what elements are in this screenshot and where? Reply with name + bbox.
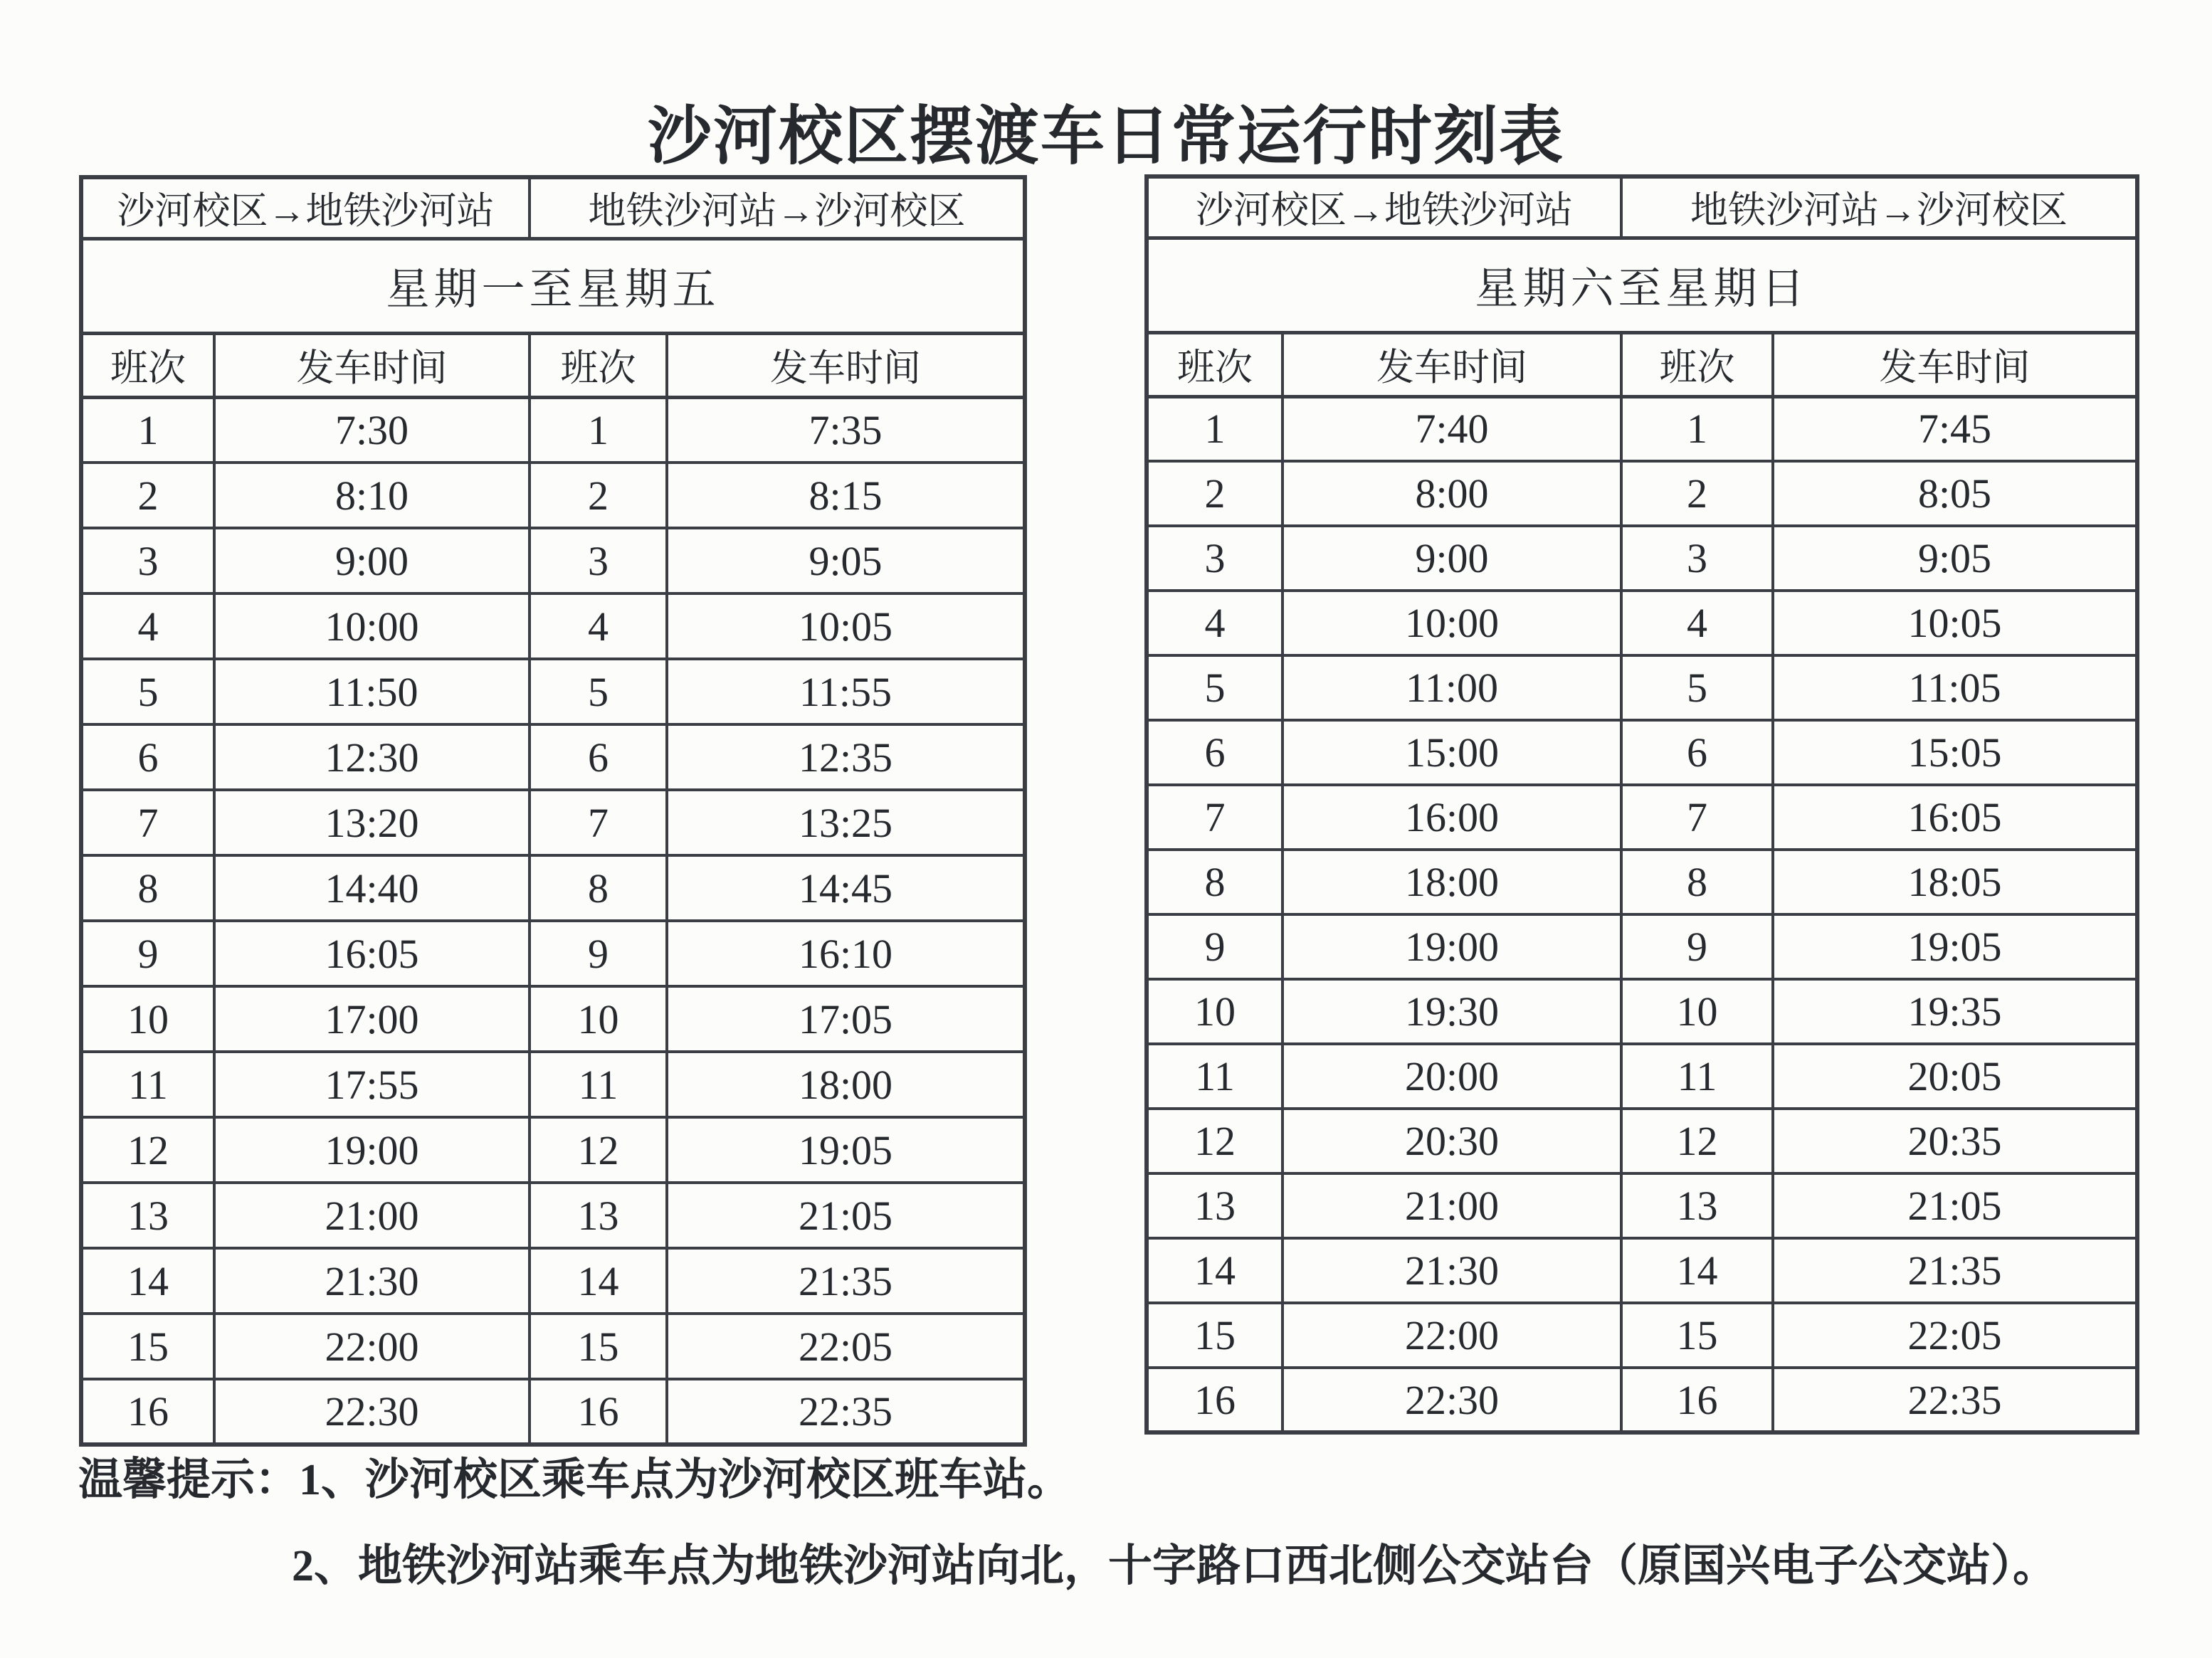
- trip-number-cell: 12: [1147, 1109, 1283, 1173]
- departure-time-cell: 22:00: [1283, 1303, 1621, 1368]
- trip-number-cell: 1: [1147, 396, 1283, 461]
- trip-col-header: 班次: [530, 333, 667, 397]
- timetable-row: [81, 463, 1025, 528]
- trip-number-cell: 7: [530, 790, 667, 855]
- departure-time-cell: 8:15: [667, 463, 1025, 528]
- trip-number-cell: 10: [1621, 979, 1773, 1044]
- trip-number-cell: 12: [1621, 1109, 1773, 1173]
- route-header-metro-to-campus: 地铁沙河站→沙河校区: [1621, 176, 2137, 238]
- timetable-row: [81, 1117, 1025, 1183]
- timetable-row: [1147, 1368, 2137, 1432]
- timetable-row: [1147, 655, 2137, 720]
- timetable-row: [81, 1052, 1025, 1117]
- trip-number-cell: 3: [1147, 526, 1283, 591]
- departure-time-cell: 14:40: [214, 855, 530, 921]
- period-header: 星期一至星期五: [81, 238, 1025, 333]
- timetable-row: [1147, 591, 2137, 655]
- trip-number-cell: 2: [1621, 461, 1773, 526]
- timetable-row: [1147, 396, 2137, 461]
- departure-time-cell: 11:50: [214, 659, 530, 724]
- departure-time-cell: 20:00: [1283, 1044, 1621, 1109]
- trip-number-cell: 8: [530, 855, 667, 921]
- column-header-row: [81, 333, 1025, 397]
- departure-time-cell: 10:00: [1283, 591, 1621, 655]
- departure-time-cell: 21:35: [1773, 1238, 2137, 1303]
- timetable-row: [1147, 1173, 2137, 1238]
- departure-time-cell: 10:05: [667, 593, 1025, 659]
- departure-time-cell: 21:30: [1283, 1238, 1621, 1303]
- departure-time-cell: 19:00: [214, 1117, 530, 1183]
- departure-time-cell: 7:45: [1773, 396, 2137, 461]
- departure-time-cell: 7:35: [667, 397, 1025, 463]
- departure-time-cell: 7:40: [1283, 396, 1621, 461]
- time-col-header: 发车时间: [667, 333, 1025, 397]
- timetable-row: [81, 1314, 1025, 1379]
- timetable-row: [1147, 720, 2137, 785]
- departure-time-cell: 20:30: [1283, 1109, 1621, 1173]
- trip-number-cell: 6: [1147, 720, 1283, 785]
- departure-time-cell: 15:00: [1283, 720, 1621, 785]
- trip-number-cell: 1: [530, 397, 667, 463]
- timetable-body: [1147, 396, 2137, 1432]
- departure-time-cell: 18:00: [1283, 850, 1621, 914]
- trip-number-cell: 15: [81, 1314, 214, 1379]
- departure-time-cell: 11:55: [667, 659, 1025, 724]
- trip-number-cell: 7: [1147, 785, 1283, 850]
- trip-number-cell: 7: [81, 790, 214, 855]
- trip-number-cell: 15: [1621, 1303, 1773, 1368]
- departure-time-cell: 16:00: [1283, 785, 1621, 850]
- timetable-row: [1147, 914, 2137, 979]
- trip-number-cell: 16: [1621, 1368, 1773, 1432]
- trip-number-cell: 1: [81, 397, 214, 463]
- trip-number-cell: 9: [530, 921, 667, 986]
- departure-time-cell: 19:00: [1283, 914, 1621, 979]
- trip-number-cell: 14: [81, 1248, 214, 1314]
- route-header-campus-to-metro: 沙河校区→地铁沙河站: [1147, 176, 1621, 238]
- trip-number-cell: 4: [1621, 591, 1773, 655]
- note-line-1: 温馨提示：1、沙河校区乘车点为沙河校区班车站。: [78, 1456, 1072, 1504]
- timetable-row: [1147, 979, 2137, 1044]
- trip-number-cell: 12: [81, 1117, 214, 1183]
- departure-time-cell: 16:05: [1773, 785, 2137, 850]
- timetable-row: [81, 1183, 1025, 1248]
- trip-number-cell: 11: [530, 1052, 667, 1117]
- departure-time-cell: 20:05: [1773, 1044, 2137, 1109]
- trip-number-cell: 3: [81, 528, 214, 593]
- timetable-body: [81, 397, 1025, 1445]
- timetable-row: [81, 528, 1025, 593]
- trip-col-header: 班次: [1147, 332, 1283, 396]
- trip-number-cell: 7: [1621, 785, 1773, 850]
- departure-time-cell: 10:00: [214, 593, 530, 659]
- timetable-row: [81, 724, 1025, 790]
- departure-time-cell: 19:05: [1773, 914, 2137, 979]
- timetable-row: [1147, 1109, 2137, 1173]
- trip-number-cell: 10: [1147, 979, 1283, 1044]
- trip-number-cell: 3: [530, 528, 667, 593]
- trip-number-cell: 13: [81, 1183, 214, 1248]
- timetable-row: [1147, 850, 2137, 914]
- trip-number-cell: 4: [81, 593, 214, 659]
- column-header-row: [1147, 332, 2137, 396]
- departure-time-cell: 22:35: [667, 1379, 1025, 1445]
- timetable-row: [81, 1248, 1025, 1314]
- departure-time-cell: 22:00: [214, 1314, 530, 1379]
- departure-time-cell: 12:30: [214, 724, 530, 790]
- trip-number-cell: 14: [530, 1248, 667, 1314]
- departure-time-cell: 17:05: [667, 986, 1025, 1052]
- departure-time-cell: 8:05: [1773, 461, 2137, 526]
- departure-time-cell: 7:30: [214, 397, 530, 463]
- trip-col-header: 班次: [1621, 332, 1773, 396]
- departure-time-cell: 17:00: [214, 986, 530, 1052]
- timetable-row: [81, 986, 1025, 1052]
- trip-number-cell: 8: [1621, 850, 1773, 914]
- departure-time-cell: 9:00: [214, 528, 530, 593]
- departure-time-cell: 22:05: [667, 1314, 1025, 1379]
- trip-number-cell: 6: [530, 724, 667, 790]
- trip-number-cell: 16: [81, 1379, 214, 1445]
- period-header-row: [81, 238, 1025, 333]
- departure-time-cell: 20:35: [1773, 1109, 2137, 1173]
- weekend-timetable: [1144, 174, 2139, 1435]
- trip-number-cell: 11: [1147, 1044, 1283, 1109]
- departure-time-cell: 21:30: [214, 1248, 530, 1314]
- trip-number-cell: 15: [1147, 1303, 1283, 1368]
- departure-time-cell: 16:10: [667, 921, 1025, 986]
- trip-number-cell: 5: [1147, 655, 1283, 720]
- departure-time-cell: 9:00: [1283, 526, 1621, 591]
- time-col-header: 发车时间: [1773, 332, 2137, 396]
- notes: [78, 1453, 2171, 1594]
- note-line-2: 2、地铁沙河站乘车点为地铁沙河站向北，十字路口西北侧公交站台（原国兴电子公交站）。: [292, 1542, 2058, 1590]
- timetable-row: [81, 1379, 1025, 1445]
- timetable-row: [1147, 1238, 2137, 1303]
- timetable-row: [81, 790, 1025, 855]
- timetable-row: [1147, 1044, 2137, 1109]
- route-header-campus-to-metro: 沙河校区→地铁沙河站: [81, 177, 530, 238]
- departure-time-cell: 21:05: [667, 1183, 1025, 1248]
- trip-number-cell: 3: [1621, 526, 1773, 591]
- trip-number-cell: 11: [1621, 1044, 1773, 1109]
- trip-number-cell: 14: [1621, 1238, 1773, 1303]
- timetable-row: [81, 659, 1025, 724]
- timetable-row: [1147, 785, 2137, 850]
- departure-time-cell: 17:55: [214, 1052, 530, 1117]
- trip-number-cell: 6: [81, 724, 214, 790]
- departure-time-cell: 19:05: [667, 1117, 1025, 1183]
- trip-number-cell: 14: [1147, 1238, 1283, 1303]
- departure-time-cell: 13:25: [667, 790, 1025, 855]
- departure-time-cell: 18:05: [1773, 850, 2137, 914]
- departure-time-cell: 19:30: [1283, 979, 1621, 1044]
- departure-time-cell: 15:05: [1773, 720, 2137, 785]
- timetable-row: [81, 397, 1025, 463]
- timetable-row: [1147, 526, 2137, 591]
- period-header-row: [1147, 238, 2137, 332]
- departure-time-cell: 22:30: [214, 1379, 530, 1445]
- trip-number-cell: 4: [530, 593, 667, 659]
- trip-number-cell: 13: [1147, 1173, 1283, 1238]
- route-header-metro-to-campus: 地铁沙河站→沙河校区: [530, 177, 1025, 238]
- trip-number-cell: 12: [530, 1117, 667, 1183]
- trip-col-header: 班次: [81, 333, 214, 397]
- timetable-row: [81, 593, 1025, 659]
- departure-time-cell: 21:00: [1283, 1173, 1621, 1238]
- trip-number-cell: 8: [1147, 850, 1283, 914]
- trip-number-cell: 15: [530, 1314, 667, 1379]
- trip-number-cell: 5: [81, 659, 214, 724]
- departure-time-cell: 8:10: [214, 463, 530, 528]
- trip-number-cell: 11: [81, 1052, 214, 1117]
- departure-time-cell: 9:05: [1773, 526, 2137, 591]
- trip-number-cell: 13: [1621, 1173, 1773, 1238]
- trip-number-cell: 2: [81, 463, 214, 528]
- departure-time-cell: 14:45: [667, 855, 1025, 921]
- trip-number-cell: 16: [1147, 1368, 1283, 1432]
- trip-number-cell: 9: [81, 921, 214, 986]
- timetable-row: [81, 921, 1025, 986]
- departure-time-cell: 21:00: [214, 1183, 530, 1248]
- trip-number-cell: 4: [1147, 591, 1283, 655]
- trip-number-cell: 8: [81, 855, 214, 921]
- departure-time-cell: 19:35: [1773, 979, 2137, 1044]
- trip-number-cell: 10: [530, 986, 667, 1052]
- departure-time-cell: 11:00: [1283, 655, 1621, 720]
- trip-number-cell: 10: [81, 986, 214, 1052]
- trip-number-cell: 1: [1621, 396, 1773, 461]
- page-title: 沙河校区摆渡车日常运行时刻表: [648, 102, 1564, 172]
- trip-number-cell: 16: [530, 1379, 667, 1445]
- departure-time-cell: 21:35: [667, 1248, 1025, 1314]
- period-header: 星期六至星期日: [1147, 238, 2137, 332]
- trip-number-cell: 13: [530, 1183, 667, 1248]
- trip-number-cell: 6: [1621, 720, 1773, 785]
- departure-time-cell: 9:05: [667, 528, 1025, 593]
- departure-time-cell: 22:35: [1773, 1368, 2137, 1432]
- departure-time-cell: 18:00: [667, 1052, 1025, 1117]
- trip-number-cell: 2: [530, 463, 667, 528]
- trip-number-cell: 2: [1147, 461, 1283, 526]
- timetable-row: [1147, 461, 2137, 526]
- trip-number-cell: 9: [1147, 914, 1283, 979]
- departure-time-cell: 22:30: [1283, 1368, 1621, 1432]
- time-col-header: 发车时间: [1283, 332, 1621, 396]
- trip-number-cell: 9: [1621, 914, 1773, 979]
- departure-time-cell: 13:20: [214, 790, 530, 855]
- departure-time-cell: 10:05: [1773, 591, 2137, 655]
- departure-time-cell: 8:00: [1283, 461, 1621, 526]
- weekday-timetable: [79, 175, 1027, 1447]
- route-header-row: [1147, 176, 2137, 238]
- departure-time-cell: 12:35: [667, 724, 1025, 790]
- departure-time-cell: 11:05: [1773, 655, 2137, 720]
- departure-time-cell: 16:05: [214, 921, 530, 986]
- departure-time-cell: 22:05: [1773, 1303, 2137, 1368]
- timetable-row: [81, 855, 1025, 921]
- time-col-header: 发车时间: [214, 333, 530, 397]
- timetable-row: [1147, 1303, 2137, 1368]
- trip-number-cell: 5: [530, 659, 667, 724]
- trip-number-cell: 5: [1621, 655, 1773, 720]
- route-header-row: [81, 177, 1025, 238]
- departure-time-cell: 21:05: [1773, 1173, 2137, 1238]
